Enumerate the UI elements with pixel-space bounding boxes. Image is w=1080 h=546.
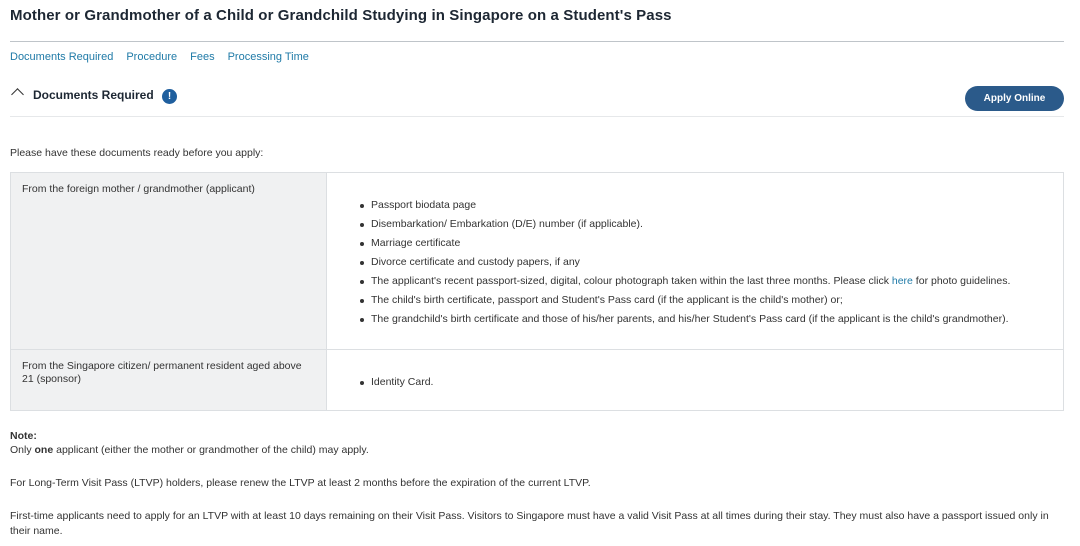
photo-guidelines-link[interactable]: here xyxy=(891,275,913,287)
chevron-up-icon[interactable] xyxy=(11,88,24,101)
apply-online-button[interactable]: Apply Online xyxy=(965,86,1064,111)
title-divider xyxy=(10,41,1064,42)
ltvp-renewal-text: For Long-Term Visit Pass (LTVP) holders, please renew the LTVP at least 2 months before the expiration of the current LTVP. xyxy=(10,477,591,489)
intro-text: Please have these documents ready before you apply: xyxy=(10,147,264,159)
documents-section-header xyxy=(10,82,1064,117)
list-item: The grandchild's birth certificate and those of his/her parents, and his/her Student's Pass card (if the applicant is the child's grandmother). xyxy=(371,310,1063,329)
note-label: Note: xyxy=(10,430,37,442)
nav-link-processing-time[interactable]: Processing Time xyxy=(227,51,309,63)
note-emphasis: one xyxy=(34,444,54,456)
nav-link-procedure[interactable]: Procedure xyxy=(126,51,178,63)
first-time-applicant-text: First-time applicants need to apply for an LTVP with at least 10 days remaining on their Visit Pass. Visitors to Singapore must have a valid Visit Pass at all times during their stay. They must also have a passport issued only in their name. xyxy=(10,510,1049,537)
sponsor-documents xyxy=(327,350,1063,410)
list-item: Identity Card. xyxy=(371,373,1063,392)
note-block xyxy=(10,430,1064,458)
row-label-applicant: From the foreign mother / grandmother (applicant) xyxy=(11,173,327,349)
list-item xyxy=(371,272,1063,291)
nav-link-fees[interactable]: Fees xyxy=(190,51,215,63)
info-icon[interactable]: ! xyxy=(162,89,177,104)
applicant-documents xyxy=(327,173,1063,349)
photo-item-suffix: for photo guidelines. xyxy=(912,275,1011,287)
section-nav xyxy=(10,51,309,63)
list-item: Disembarkation/ Embarkation (D/E) number (if applicable). xyxy=(371,215,1063,234)
list-item: The child's birth certificate, passport and Student's Pass card (if the applicant is the child's mother) or; xyxy=(371,291,1063,310)
note-prefix: Only xyxy=(10,444,35,456)
list-item: Divorce certificate and custody papers, if any xyxy=(371,253,1063,272)
note-suffix: applicant (either the mother or grandmother of the child) may apply. xyxy=(53,444,369,456)
table-row xyxy=(11,173,1063,349)
applicant-document-list xyxy=(371,196,1063,329)
documents-table xyxy=(10,172,1064,411)
nav-link-documents-required[interactable]: Documents Required xyxy=(10,51,114,63)
sponsor-document-list xyxy=(371,373,1063,392)
list-item: Passport biodata page xyxy=(371,196,1063,215)
page-title: Mother or Grandmother of a Child or Grandchild Studying in Singapore on a Student's Pass xyxy=(10,7,672,24)
photo-item-text: The applicant's recent passport-sized, digital, colour photograph taken within the last three months. Please click xyxy=(371,275,892,287)
note-text xyxy=(10,443,1064,458)
row-label-sponsor: From the Singapore citizen/ permanent resident aged above 21 (sponsor) xyxy=(11,350,327,410)
list-item: Marriage certificate xyxy=(371,234,1063,253)
table-row xyxy=(11,349,1063,410)
section-title[interactable]: Documents Required xyxy=(33,88,154,102)
